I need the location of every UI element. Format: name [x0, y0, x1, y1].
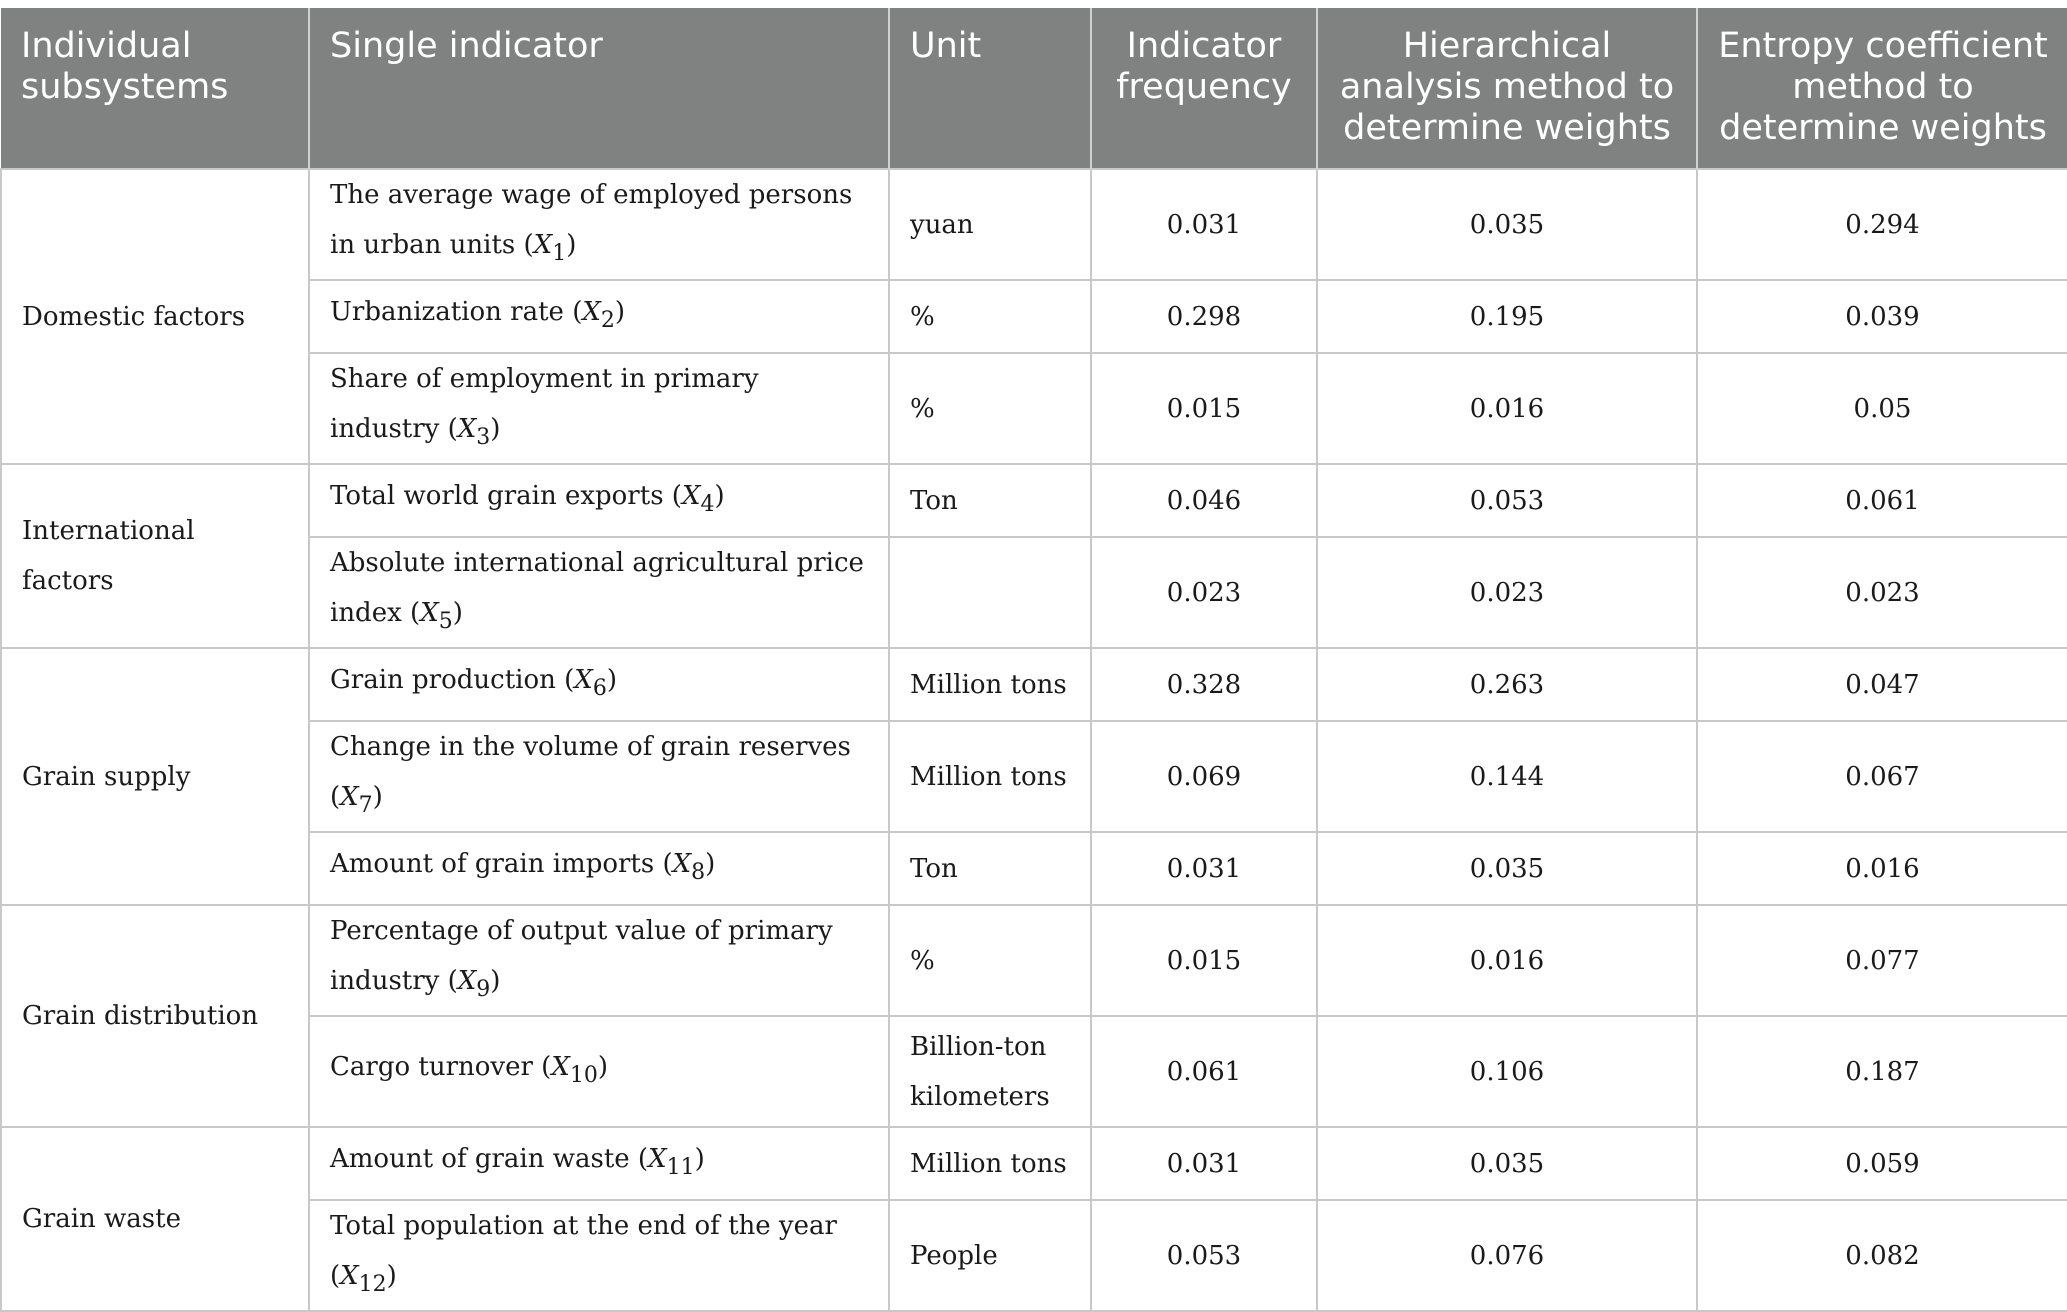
variable-symbol: X — [648, 1144, 667, 1174]
variable-subscript: 6 — [592, 676, 607, 701]
frequency-cell: 0.015 — [1091, 905, 1317, 1016]
variable-symbol: X — [533, 230, 553, 260]
variable-subscript: 7 — [358, 793, 373, 818]
table-row — [1, 832, 2067, 905]
hierarchical-cell: 0.035 — [1317, 1127, 1697, 1200]
indicator-cell: Share of employment in primary industry $(X_3)$ — [309, 353, 889, 464]
hierarchical-cell: 0.035 — [1317, 169, 1697, 280]
indicator-cell: Percentage of output value of primary industry $(X_9)$ — [309, 905, 889, 1016]
variable-subscript: 4 — [700, 492, 715, 517]
frequency-cell: 0.298 — [1091, 280, 1317, 353]
indicator-cell: Change in the volume of grain reserves $(X_7)$ — [309, 721, 889, 832]
frequency-cell: 0.046 — [1091, 464, 1317, 537]
unit-cell: Billion-ton kilometers — [889, 1016, 1091, 1127]
frequency-cell: 0.069 — [1091, 721, 1317, 832]
variable-subscript: 8 — [691, 860, 706, 885]
hierarchical-cell: 0.053 — [1317, 464, 1697, 537]
indicator-name: Absolute international agricultural price index — [330, 548, 864, 628]
indicator-cell: Total population at the end of the year $(X_{12})$ — [309, 1200, 889, 1311]
indicator-name: Grain production — [330, 665, 556, 695]
variable-symbol: X — [672, 849, 692, 879]
unit-cell: People — [889, 1200, 1091, 1311]
unit-cell: Million tons — [889, 648, 1091, 721]
entropy-cell: 0.187 — [1697, 1016, 2067, 1127]
table-row — [1, 721, 2067, 832]
hierarchical-cell: 0.035 — [1317, 832, 1697, 905]
variable-symbol: X — [420, 598, 439, 628]
indicator-cell: Grain production $(X_6)$ — [309, 648, 889, 721]
unit-cell: Million tons — [889, 721, 1091, 832]
header-unit: Unit — [889, 8, 1091, 169]
subsystem-cell: Domestic factors — [1, 169, 309, 464]
variable-subscript: 3 — [476, 425, 491, 450]
indicator-name: The average wage of employed persons in urban units — [330, 180, 853, 260]
indicator-cell: Absolute international agricultural price index $(X_5)$ — [309, 537, 889, 648]
entropy-cell: 0.077 — [1697, 905, 2067, 1016]
frequency-cell: 0.023 — [1091, 537, 1317, 648]
indicator-name: Total world grain exports — [330, 481, 664, 511]
entropy-cell: 0.023 — [1697, 537, 2067, 648]
indicator-name: Amount of grain imports — [330, 849, 655, 879]
entropy-cell: 0.061 — [1697, 464, 2067, 537]
unit-cell: yuan — [889, 169, 1091, 280]
entropy-cell: 0.016 — [1697, 832, 2067, 905]
indicator-name: Amount of grain waste — [330, 1144, 630, 1174]
variable-subscript: 12 — [358, 1272, 387, 1297]
header-entropy: Entropy coefficient method to determine weights — [1697, 8, 2067, 169]
indicator-cell: Total world grain exports $(X_4)$ — [309, 464, 889, 537]
unit-cell: % — [889, 353, 1091, 464]
entropy-cell: 0.082 — [1697, 1200, 2067, 1311]
table-row — [1, 1016, 2067, 1127]
frequency-cell: 0.031 — [1091, 169, 1317, 280]
header-row — [1, 8, 2067, 169]
variable-symbol: X — [340, 782, 359, 812]
indicator-name: Share of employment in primary industry — [330, 364, 759, 444]
header-frequency: Indicator frequency — [1091, 8, 1317, 169]
table-body — [1, 169, 2067, 1311]
unit-cell: Ton — [889, 464, 1091, 537]
indicator-weights-table — [0, 8, 2067, 1312]
indicator-name: Cargo turnover — [330, 1052, 533, 1082]
variable-subscript: 5 — [438, 609, 453, 634]
indicator-cell: Amount of grain waste $(X_{11})$ — [309, 1127, 889, 1200]
table-row — [1, 1200, 2067, 1311]
variable-subscript: 1 — [552, 241, 567, 266]
entropy-cell: 0.05 — [1697, 353, 2067, 464]
frequency-cell: 0.031 — [1091, 832, 1317, 905]
header-subsystem: Individual subsystems — [1, 8, 309, 169]
hierarchical-cell: 0.106 — [1317, 1016, 1697, 1127]
unit-cell: % — [889, 905, 1091, 1016]
entropy-cell: 0.059 — [1697, 1127, 2067, 1200]
variable-symbol: X — [551, 1052, 570, 1082]
subsystem-cell: International factors — [1, 464, 309, 648]
variable-subscript: 9 — [476, 977, 491, 1002]
hierarchical-cell: 0.195 — [1317, 280, 1697, 353]
entropy-cell: 0.039 — [1697, 280, 2067, 353]
hierarchical-cell: 0.076 — [1317, 1200, 1697, 1311]
table-row — [1, 464, 2067, 537]
table-row — [1, 1127, 2067, 1200]
indicator-cell: The average wage of employed persons in urban units $(X_1)$ — [309, 169, 889, 280]
subsystem-cell: Grain supply — [1, 648, 309, 905]
unit-cell: Ton — [889, 832, 1091, 905]
frequency-cell: 0.015 — [1091, 353, 1317, 464]
indicator-cell: Cargo turnover $(X_{10})$ — [309, 1016, 889, 1127]
unit-cell: % — [889, 280, 1091, 353]
hierarchical-cell: 0.263 — [1317, 648, 1697, 721]
unit-cell: Million tons — [889, 1127, 1091, 1200]
indicator-name: Urbanization rate — [330, 297, 564, 327]
indicator-cell: Amount of grain imports $(X_8)$ — [309, 832, 889, 905]
header-indicator: Single indicator — [309, 8, 889, 169]
subsystem-cell: Grain distribution — [1, 905, 309, 1127]
table-row — [1, 905, 2067, 1016]
indicator-name: Percentage of output value of primary industry — [330, 916, 833, 996]
table-row — [1, 280, 2067, 353]
frequency-cell: 0.031 — [1091, 1127, 1317, 1200]
table-row — [1, 353, 2067, 464]
unit-cell — [889, 537, 1091, 648]
frequency-cell: 0.328 — [1091, 648, 1317, 721]
variable-symbol: X — [340, 1261, 359, 1291]
hierarchical-cell: 0.144 — [1317, 721, 1697, 832]
variable-subscript: 10 — [569, 1063, 598, 1088]
header-hierarchical: Hierarchical analysis method to determine weights — [1317, 8, 1697, 169]
variable-symbol: X — [681, 481, 701, 511]
variable-symbol: X — [582, 297, 601, 327]
table-row — [1, 648, 2067, 721]
variable-symbol: X — [457, 966, 477, 996]
hierarchical-cell: 0.023 — [1317, 537, 1697, 648]
entropy-cell: 0.067 — [1697, 721, 2067, 832]
frequency-cell: 0.053 — [1091, 1200, 1317, 1311]
variable-symbol: X — [574, 665, 593, 695]
variable-subscript: 2 — [600, 308, 615, 333]
table-row — [1, 537, 2067, 648]
frequency-cell: 0.061 — [1091, 1016, 1317, 1127]
entropy-cell: 0.047 — [1697, 648, 2067, 721]
entropy-cell: 0.294 — [1697, 169, 2067, 280]
indicator-name: Change in the volume of grain reserves — [330, 732, 851, 762]
hierarchical-cell: 0.016 — [1317, 905, 1697, 1016]
indicator-cell: Urbanization rate $(X_2)$ — [309, 280, 889, 353]
subsystem-cell: Grain waste — [1, 1127, 309, 1311]
variable-symbol: X — [457, 414, 477, 444]
variable-subscript: 11 — [666, 1155, 695, 1180]
indicator-name: Total population at the end of the year — [330, 1211, 837, 1241]
table-row — [1, 169, 2067, 280]
hierarchical-cell: 0.016 — [1317, 353, 1697, 464]
